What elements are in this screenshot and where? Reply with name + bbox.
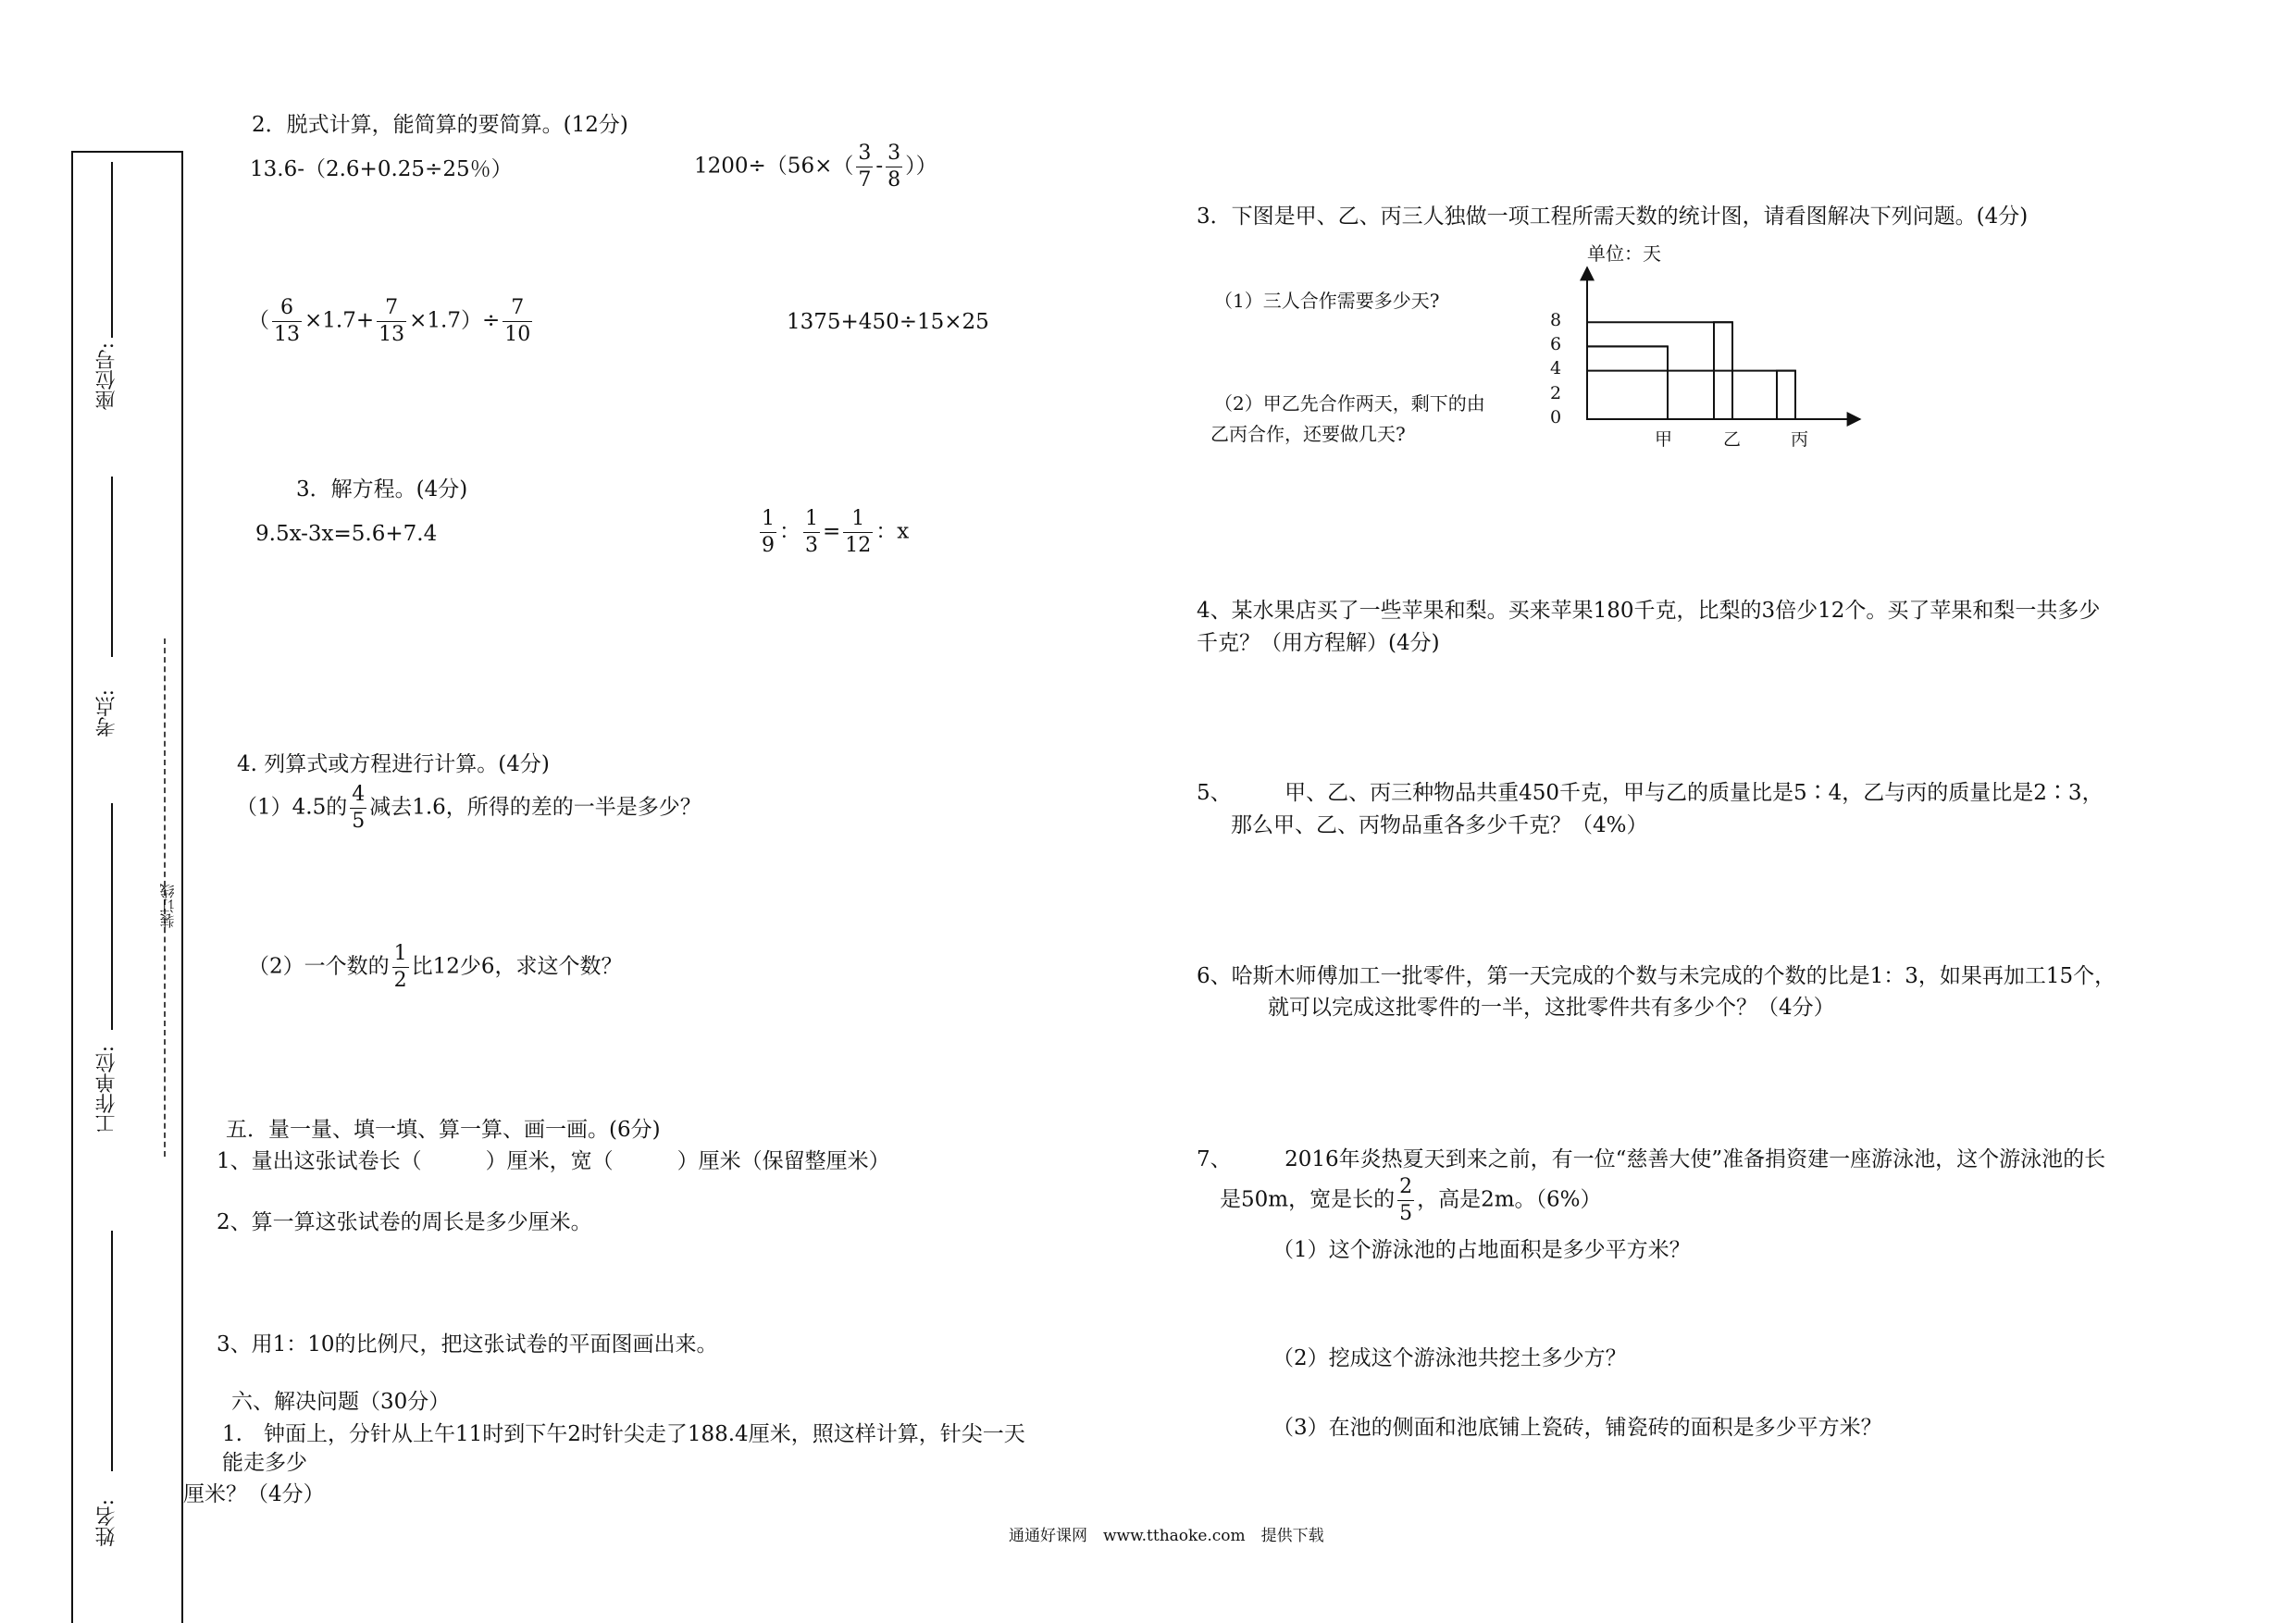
- r-q7-line2: 是50m，宽是长的 $\frac{2}{5}$ ，高是2m。（6%）: [1220, 1175, 1602, 1225]
- binding-box-top: [71, 151, 183, 153]
- r-q3-sub-2b: 乙丙合作，还要做几天?: [1210, 423, 1406, 445]
- q4-part-2: （2）一个数的 $\frac{1}{2}$ 比12少6，求这个数？: [248, 942, 623, 992]
- q2-expr-b: 1200÷（56×（ $\frac{3}{7}$ - $\frac{3}{8}$ ））: [694, 142, 937, 192]
- r-q4-line1: 4、某水果店买了一些苹果和梨。买来苹果180千克，比梨的3倍少12个。买了苹果和梨一共多少: [1197, 599, 2101, 623]
- q3-equation-b: $\frac{1}{9}$ ： $\frac{1}{3}$ = $\frac{1}{12}$ ：x: [762, 507, 910, 557]
- section5-item-2: 2、算一算这张试卷的周长是多少厘米。: [217, 1210, 592, 1234]
- r-q3-sub-2a: （2）甲乙先合作两天，剩下的由: [1214, 392, 1485, 415]
- r-q7-line1: 7、 2016年炎热夏天到来之前，有一位“慈善大使”准备捐资建一座游泳池，这个游泳池的长: [1197, 1147, 2106, 1171]
- bar-2: [1777, 371, 1795, 419]
- r-q7-sub-1: （1）这个游泳池的占地面积是多少平方米？: [1272, 1238, 1691, 1262]
- binding-box-right: [181, 151, 183, 1623]
- r-q6-line1: 6、哈斯木师傅加工一批零件，第一天完成的个数与未完成的个数的比是1：3，如果再加工15个，: [1197, 964, 2116, 988]
- q2-expr-c: （ $\frac{6}{13}$ ×1.7+ $\frac{7}{13}$ ×1.7）÷ $\frac{7}{10}$: [248, 296, 531, 346]
- name-underline: [111, 1231, 113, 1471]
- section6-q1-line2: 能走多少: [222, 1451, 307, 1475]
- r-q7-sub-2: （2）挖成这个游泳池共挖土多少方？: [1272, 1346, 1627, 1370]
- q2-title: 2．脱式计算，能简算的要简算。(12分): [252, 113, 628, 137]
- site-underline: [111, 477, 113, 657]
- binding-box-left: [71, 151, 73, 1623]
- r-q7-sub-3: （3）在池的侧面和池底铺上瓷砖，铺瓷砖的面积是多少平方米？: [1272, 1416, 1882, 1440]
- x-label-bing: 丙: [1791, 429, 1809, 450]
- r-q4-line2: 千克？（用方程解）(4分): [1197, 631, 1440, 655]
- section6-q1-line3: 厘米？（4分）: [183, 1482, 325, 1506]
- section5-title: 五．量一量、填一填、算一算、画一画。(6分): [226, 1118, 661, 1142]
- unit-label: 工作单位:: [95, 1046, 118, 1134]
- q3-title: 3．解方程。(4分): [296, 477, 468, 502]
- bar-0: [1587, 346, 1668, 419]
- unit-underline: [111, 803, 113, 1030]
- q3-equation-a: 9.5x-3x=5.6+7.4: [255, 522, 438, 546]
- q2-expr-a: 13.6-（2.6+0.25÷25％）: [250, 157, 513, 181]
- r-q3-sub-1: （1）三人合作需要多少天?: [1214, 290, 1440, 312]
- staple-label: 装订线: [159, 884, 177, 928]
- days-bar-chart: [1518, 236, 1869, 458]
- r-q5-line2: 那么甲、乙、丙物品重各多少千克？（4%）: [1231, 813, 1648, 837]
- q4-part-1: （1）4.5的 $\frac{4}{5}$ 减去1.6，所得的差的一半是多少？: [236, 783, 701, 833]
- section5-item-1: 1、量出这张试卷长（ ）厘米，宽（ ）厘米（保留整厘米）: [217, 1149, 890, 1173]
- footer-credit: 通通好课网 www.tthaoke.com 提供下载: [1009, 1527, 1324, 1545]
- y-tick-8: 8: [1550, 310, 1562, 330]
- section6-q1-line1: 1. 钟面上，分针从上午11时到下午2时针尖走了188.4厘米，照这样计算，针尖一天: [222, 1422, 1025, 1446]
- y-tick-0: 0: [1550, 407, 1562, 427]
- y-tick-4: 4: [1550, 358, 1562, 378]
- name-label: 姓名:: [95, 1499, 118, 1547]
- r-q6-line2: 就可以完成这批零件的一半，这批零件共有多少个？（4分）: [1268, 996, 1835, 1020]
- seat-underline: [111, 162, 113, 338]
- section5-item-3: 3、用1：10的比例尺，把这张试卷的平面图画出来。: [217, 1332, 718, 1357]
- seat-label: 座位号:: [95, 342, 118, 411]
- q2-expr-d: 1375+450÷15×25: [787, 310, 989, 334]
- q4-title: 4. 列算式或方程进行计算。(4分): [237, 752, 550, 776]
- r-q3-title: 3．下图是甲、乙、丙三人独做一项工程所需天数的统计图，请看图解决下列问题。(4分): [1197, 204, 2029, 229]
- site-label: 考点:: [95, 689, 118, 737]
- x-label-jia: 甲: [1655, 429, 1673, 450]
- section6-title: 六、解决问题（30分）: [231, 1390, 451, 1414]
- y-tick-6: 6: [1550, 334, 1562, 354]
- r-q5-line1: 5、 甲、乙、丙三种物品共重450千克，甲与乙的质量比是5∶4，乙与丙的质量比是2∶3，: [1197, 781, 2104, 805]
- y-tick-2: 2: [1550, 383, 1562, 403]
- chart-unit-label: 单位：天: [1587, 242, 1661, 265]
- x-label-yi: 乙: [1723, 429, 1742, 450]
